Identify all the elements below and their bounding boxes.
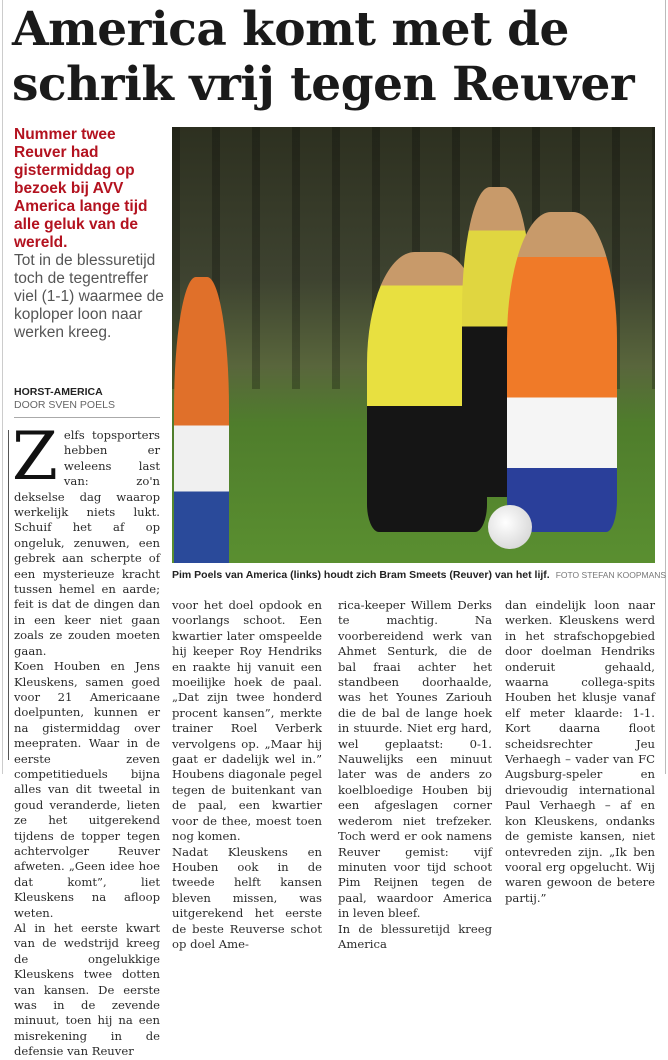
headline: America komt met de schrik vrij tegen Reuver: [12, 2, 635, 112]
body-column-1: [12, 418, 160, 1060]
byline-author: DOOR SVEN POELS: [14, 399, 115, 411]
paragraph: dan eindelijk loon naar werken. Kleuskens werd in het strafschopgebied door doelman Hendriks onderuit gehaald, waarna collega-spits Houben het klusje vanaf elf meter klaarde: 1-1. Kort daarna floot scheidsrechter Jeu Verhaegh – vader van FC Augsburg-speler en drievoudig international Paul Verhaegh – af en kon Kleuskens, ondanks de gemiste kansen, niet ontevreden zijn. „Ik ben vooral erg opgelucht. Wij waren gewoon de betere partij.”: [505, 598, 655, 905]
column-rule: [8, 430, 9, 760]
paragraph: rica-keeper Willem Derks te machtig. Na voorbereidend werk van Ahmet Senturk, die de bal fraai achter het standbeen doorhaalde, was het Younes Zariouh die de bal de lange hoek in stuurde. Niet erg hard, wel geplaatst: 0-1. Nauwelijks een minuut later was de anders zo koelbloedige Houben bij een afgeslagen corner wederom niet trefzeker. Toch werd er ook namens Reuver gemist: vijf minuten voor tijd schoot Pim Reijnen tegen de paal, waardoor America in leven bleef.: [338, 598, 492, 921]
body-column-4: [505, 598, 655, 906]
paragraph: voor het doel opdook en voorlangs schoot. Een kwartier later omspeelde hij keeper Roy Hendriks en raakte hij vanuit een moeilijke hoek de paal. „Dat zijn twee honderd procent kansen”, merkte trainer Roel Verberk vervolgens op. „Maar hij gaat er dadelijk wel in.” Houbens diagonale pegel tegen de buitenkant van de paal, een kwartier voor de thee, moest toen nog komen.: [172, 598, 322, 844]
paragraph: In de blessuretijd kreeg America: [338, 921, 492, 951]
paragraph: elfs topsporters hebben er weleens last van: zo'n dekselse dag waarop werkelijk niets lukt. Schuif het af op ongeluk, zenuwen, een gebrek aan scherpte of een mysterieuze kracht tussen hemel en aarde; feit is dat de dingen dan in een keer niet gaan zoals ze zouden moeten gaan.: [14, 428, 160, 658]
paragraph: Nadat Kleuskens en Houben ook in de tweede helft kansen bleven missen, was uitgerekend het eerste de beste Reuverse schot op doel Ame-: [172, 844, 322, 951]
standfirst-lead: Nummer twee Reuver had gistermiddag op bezoek bij AVV America lange tijd alle geluk van de wereld.: [14, 126, 148, 251]
match-photo: [172, 127, 655, 563]
byline-location: HORST-AMERICA: [14, 386, 103, 398]
paragraph: Koen Houben en Jens Kleuskens, samen goed voor 21 Americaane doelpunten, kunnen er na gistermiddag over meepraten. Waar in de eerste zeven competitieduels bijna alles van dit tweetal in goud veranderde, lieten ze het uitgerekend tijdens de topper tegen achtervolger Reuver afweten. „Geen idee hoe dat komt”, liet Kleuskens na afloop weten.: [14, 659, 160, 920]
standfirst-sub: Tot in de blessuretijd toch de tegentreffer viel (1-1) waarmee de koploper loon naar werken kreeg.: [14, 252, 164, 341]
byline: [14, 386, 160, 418]
drop-cap: Z: [12, 418, 58, 495]
body-column-3: [338, 598, 492, 952]
player-orange-left: [174, 277, 229, 563]
photo-credit: FOTO STEFAN KOOPMANS: [555, 570, 667, 580]
football: [488, 505, 532, 549]
photo-caption: [172, 569, 667, 581]
player-orange-right: [507, 212, 617, 532]
caption-text: Pim Poels van America (links) houdt zich Bram Smeets (Reuver) van het lijf.: [172, 569, 550, 581]
paragraph: Al in het eerste kwart van de wedstrijd kreeg de ongelukkige Kleuskens twee dotten van kansen. De eerste was in de zevende minuut, toen hij na een misrekening in de defensie van Reuver: [14, 921, 160, 1059]
body-column-2: [172, 598, 322, 952]
standfirst: [14, 126, 164, 342]
